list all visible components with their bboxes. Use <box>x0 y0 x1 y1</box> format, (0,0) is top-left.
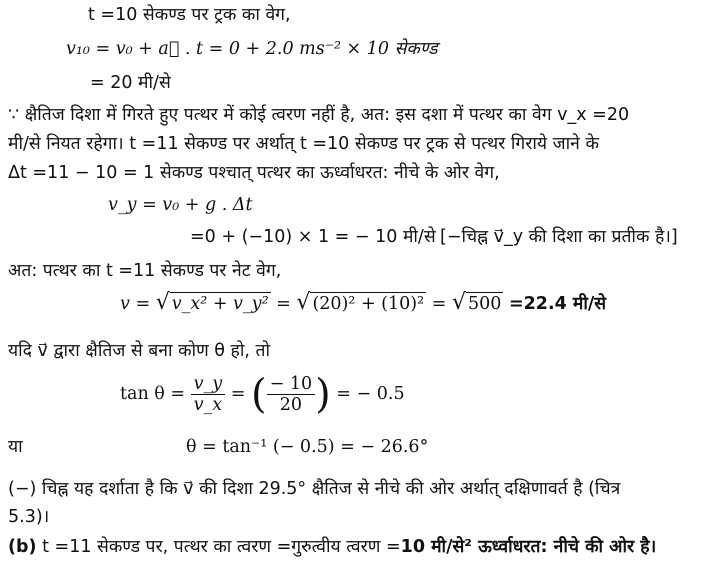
equation-net-velocity: v = √ v_x² + v_y² = √ (20)² + (10)² = √ 500 =22.4 मी/से <box>120 290 607 315</box>
v-eq-radical-2: (20)² + (10)² <box>312 294 425 314</box>
tan-numerator: v_y <box>191 374 226 395</box>
part-b-text: t =11 सेकण्ड पर, पत्थर का त्वरण =गुरुत्वीय त्वरण = <box>42 537 401 557</box>
tan-fraction-denominator: 20 <box>279 395 302 415</box>
part-b-label: (b) <box>8 537 37 557</box>
equation-tan-theta: tan θ = $\frac{v\_y}{v\_x}$ = ( $\frac{- 10}{20}$ ) = − 0.5 <box>120 371 405 418</box>
tan-equals: = <box>230 384 246 404</box>
part-b-bold: 10 मी/से² ऊर्ध्वाधरत: नीचे की ओर है। <box>400 537 657 557</box>
v-eq-result: =22.4 मी/से <box>508 294 607 314</box>
tan-left: tan θ = <box>120 384 186 404</box>
net-velocity-intro: अत: पत्थर का t =11 सेकण्ड पर नेट वेग, <box>8 261 282 281</box>
sign-explanation-line-2: 5.3)। <box>8 507 50 527</box>
sign-explanation-line-1: (−) चिह्न यह दर्शाता है कि v⃗ की दिशा 29.5° क्षैतिज से नीचे की ओर अर्थात् दक्षिणावर्त है (चित्र <box>8 479 621 499</box>
angle-intro: यदि v⃗ द्वारा क्षैतिज से बना कोण θ हो, तो <box>8 341 271 361</box>
equation-theta: θ = tan⁻¹ (− 0.5) = − 26.6° <box>186 437 429 457</box>
paragraph-line-1: ∵ क्षैतिज दिशा में गिरते हुए पत्थर में कोई त्वरण नहीं है, अत: इस दशा में पत्थर का वेग v_x =20 <box>8 105 630 125</box>
v-eq-equals-1: = <box>276 294 291 314</box>
v-eq-radical-3: 500 <box>467 294 502 314</box>
v-eq-left: v = <box>120 294 151 314</box>
sign-note: [−चिह्न v⃗_y की दिशा का प्रतीक है।] <box>440 227 678 247</box>
tan-fraction-numerator: − 10 <box>267 374 316 395</box>
v-eq-equals-2: = <box>431 294 447 314</box>
ya-label: या <box>8 437 23 457</box>
equation-v10: v₁₀ = v₀ + a⃗ . t = 0 + 2.0 ms⁻² × 10 सेकण्ड <box>66 39 438 59</box>
tan-denominator: v_x <box>193 395 223 415</box>
v-eq-radical-1: v_x² + v_y² <box>171 294 269 314</box>
equation-vy-result: =0 + (−10) × 1 = − 10 मी/से <box>190 227 436 247</box>
part-b <box>8 536 656 558</box>
paragraph-line-2: मी/से नियत रहेगा। t =11 सेकण्ड पर अर्थात् t =10 सेकण्ड पर ट्रक से पत्थर गिराये जाने के <box>8 134 599 154</box>
equation-vy: v_y = v₀ + g . Δt <box>108 195 253 215</box>
equation-v10-result: = 20 मी/से <box>90 73 171 93</box>
line-truck-velocity-intro: t =10 सेकण्ड पर ट्रक का वेग, <box>88 5 291 25</box>
paragraph-line-3: Δt =11 − 10 = 1 सेकण्ड पश्चात् पत्थर का ऊर्ध्वाधरत: नीचे के ओर वेग, <box>8 163 500 183</box>
tan-result: = − 0.5 <box>336 384 405 404</box>
